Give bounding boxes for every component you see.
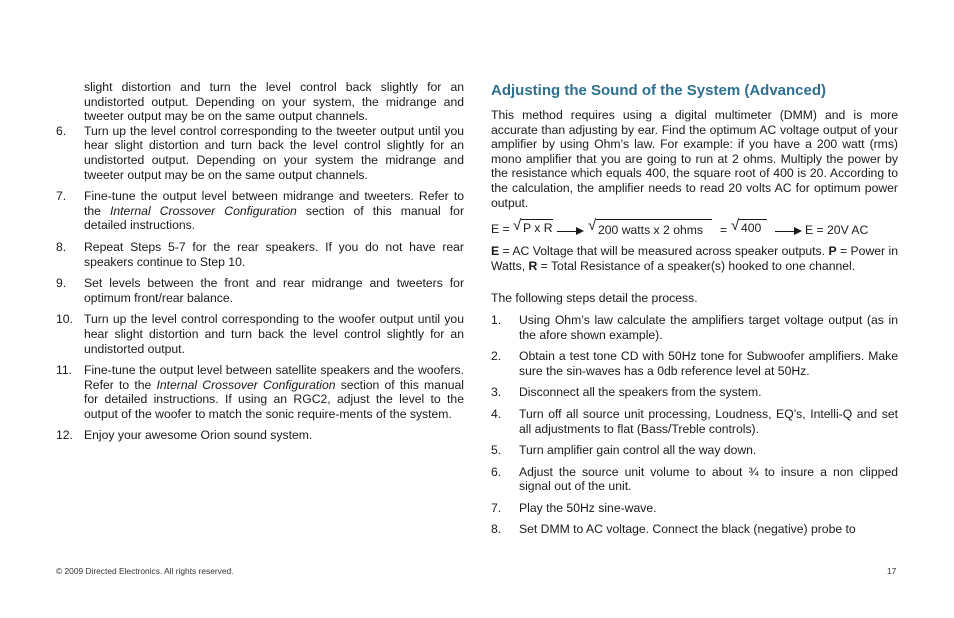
list-number: 7. [491, 500, 502, 515]
arrow-line [775, 231, 795, 232]
list-item [56, 363, 464, 421]
sqrt-bar [521, 219, 553, 220]
list-text: Set DMM to AC voltage. Connect the black (negative) probe to [519, 522, 856, 537]
list-number: 8. [56, 239, 67, 254]
ohms-law-formula [491, 218, 898, 240]
formula-root-3: 400 [741, 221, 762, 236]
list-number: 10. [56, 312, 73, 327]
formula-equals: = [720, 223, 728, 238]
continued-paragraph: slight distortion and turn the level control back slightly for an undistorted output. Depending on your system, the midrange and tweeter output may be on the same output channels. [84, 80, 464, 124]
left-column [56, 80, 464, 450]
list-text: Fine-tune the output level between midrange and tweeters. Refer to the Internal Crossover Configuration section of this manual for detailed instructions. [84, 189, 464, 233]
formula-result: E = 20V AC [805, 223, 869, 238]
list-item [491, 407, 898, 436]
list-text: Play the 50Hz sine-wave. [519, 500, 657, 515]
list-text: Turn up the level control corresponding to the tweeter output until you hear slight distortion and turn back the level control slightly for an undistorted output. Depending on your system the midrange and tweeter output may be on the same output channels. [84, 123, 464, 182]
list-item [491, 501, 898, 516]
list-text: Adjust the source unit volume to about ¾ to insure a non clipped signal out of the unit. [519, 464, 898, 494]
list-number: 3. [491, 385, 502, 400]
list-text: Set levels between the front and rear midrange and tweeters for optimum front/rear balance. [84, 276, 464, 305]
list-number: 4. [491, 406, 502, 421]
steps-intro: The following steps detail the process. [491, 291, 698, 306]
list-number: 9. [56, 276, 67, 291]
right-steps-list [491, 313, 898, 537]
list-item [56, 312, 464, 356]
sqrt-icon: √ [588, 217, 597, 235]
list-number: 2. [491, 349, 502, 364]
list-number: 12. [56, 428, 73, 443]
list-item [491, 385, 898, 400]
sqrt-bar [739, 219, 767, 220]
section-heading: Adjusting the Sound of the System (Advanced) [491, 82, 827, 99]
list-text: Turn off all source unit processing, Loudness, EQ’s, Intelli-Q and set all adjustments to flat (Bass/Treble controls). [519, 406, 898, 436]
list-number: 8. [491, 522, 502, 537]
formula-root-2: 200 watts x 2 ohms [598, 223, 703, 238]
list-text: Fine-tune the output level between satellite speakers and the woofers. Refer to the Internal Crossover Configuration section of this manual for detailed instructions. If using an RGC2, adjust the level to the output of the woofer to match the sonic require-ments of the system. [84, 363, 464, 421]
list-text: Turn up the level control corresponding to the woofer output until you hear slight distortion and turn back the level control slightly for an undistorted output. [84, 312, 464, 356]
list-text: Repeat Steps 5-7 for the rear speakers. If you do not have rear speakers continue to Step 10. [84, 239, 464, 269]
list-text: Enjoy your awesome Orion sound system. [84, 428, 313, 443]
intro-paragraph: This method requires using a digital multimeter (DMM) and is more accurate than adjusting by ear. Find the optimum AC voltage output of your amplifier by using Ohm’s law. For example: if you have a 200 watt (rms) mono amplifier that you are going to run at 2 ohms. Multiply the power by the resistance which equals 400, the square root of 400 is 20. According to the calculation, the amplifier needs to read 20 volts AC for optimum power output. [491, 108, 898, 210]
list-number: 6. [56, 123, 67, 138]
list-text: Turn amplifier gain control all the way down. [519, 443, 757, 458]
list-number: 7. [56, 189, 67, 204]
list-item [491, 313, 898, 342]
list-text: Obtain a test tone CD with 50Hz tone for Subwoofer amplifiers. Make sure the sin-waves has a 0db reference level at 50Hz. [519, 349, 898, 378]
list-number: 5. [491, 443, 502, 458]
list-text: Using Ohm’s law calculate the amplifiers target voltage output (as in the afore shown example). [519, 312, 898, 342]
list-item [56, 428, 464, 443]
right-column [491, 82, 898, 544]
emphasis-text: Internal Crossover Configuration [110, 203, 297, 218]
list-item [491, 349, 898, 378]
formula-lhs: E = [491, 222, 510, 237]
variable-legend: E = AC Voltage that will be measured across speaker outputs. P = Power in Watts, R = Total Resistance of a speaker(s) hooked to one channel. [491, 244, 898, 273]
list-item [491, 465, 898, 494]
list-item [56, 240, 464, 269]
arrow-right-icon [576, 227, 584, 235]
copyright-footer: © 2009 Directed Electronics. All rights reserved. [56, 566, 234, 576]
arrow-line [557, 231, 577, 232]
arrow-right-icon [794, 227, 802, 235]
list-number: 11. [56, 363, 73, 378]
page-number: 17 [887, 566, 897, 576]
formula-root-1: P x R [523, 221, 553, 236]
sqrt-bar [596, 219, 712, 220]
list-text: Disconnect all the speakers from the system. [519, 385, 762, 400]
list-item [56, 189, 464, 233]
list-item [491, 443, 898, 458]
emphasis-text: Internal Crossover Configuration [156, 377, 336, 392]
sqrt-icon: √ [731, 217, 740, 235]
list-item [56, 124, 464, 182]
list-number: 1. [491, 312, 502, 327]
list-item [56, 276, 464, 305]
list-item [491, 522, 898, 537]
list-number: 6. [491, 464, 502, 479]
left-steps-list [56, 124, 464, 443]
sqrt-icon: √ [513, 217, 522, 235]
